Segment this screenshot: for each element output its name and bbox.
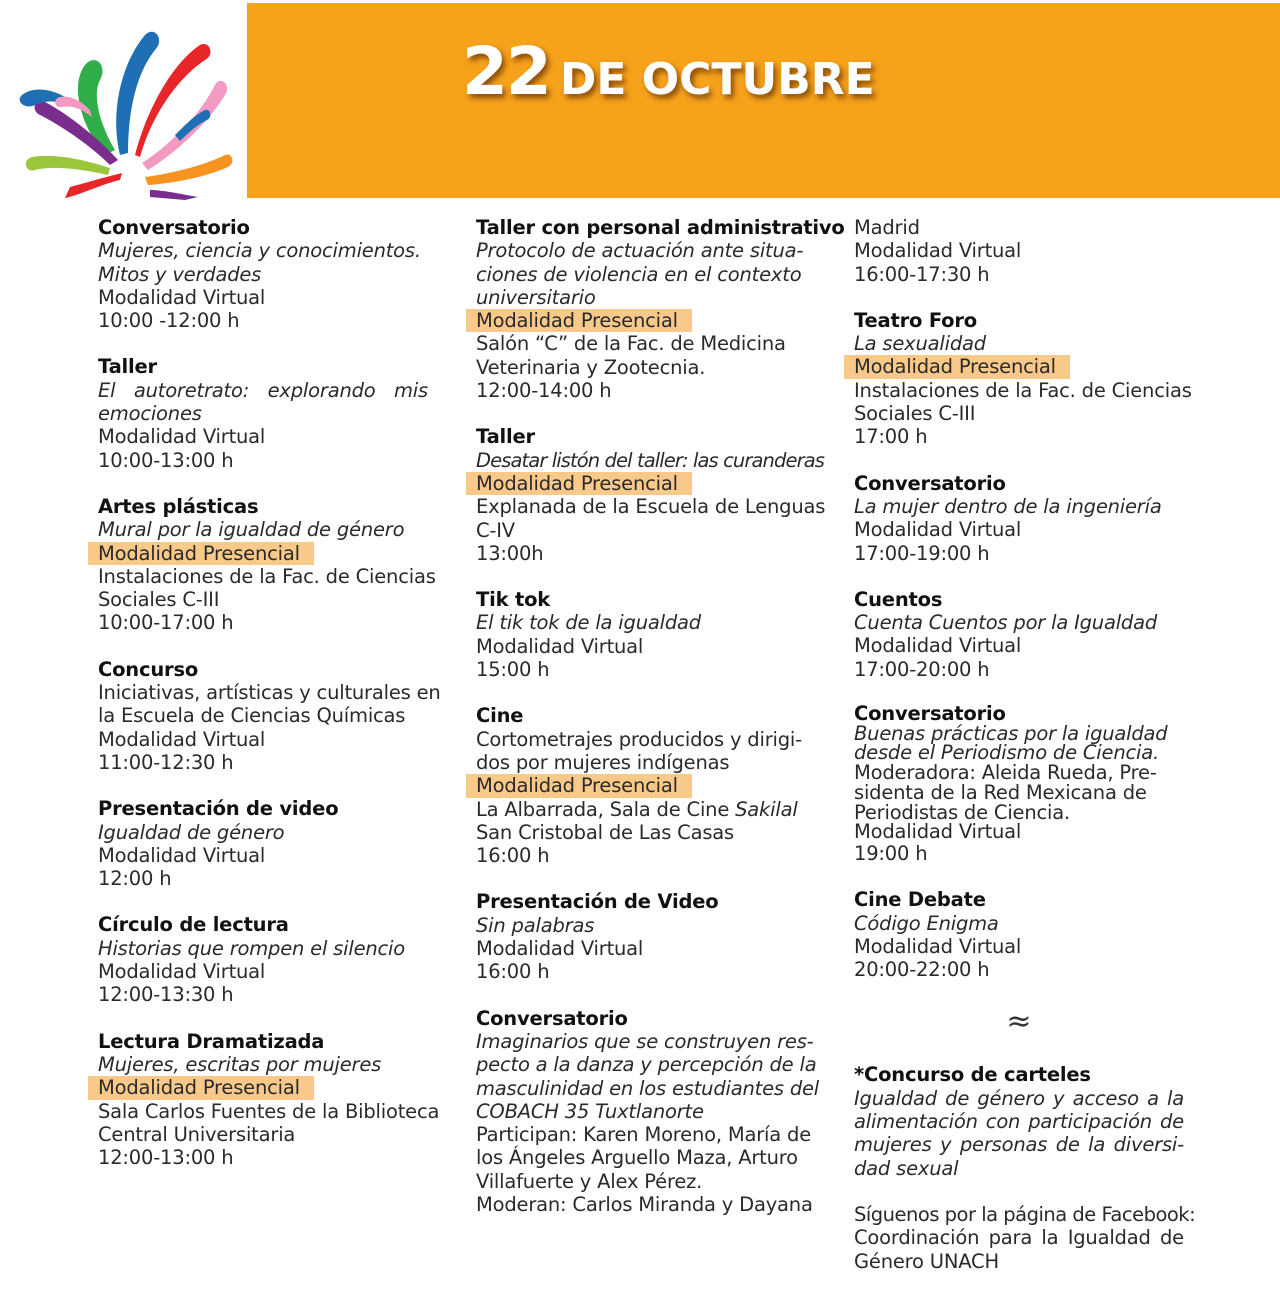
event-title: Cuentos xyxy=(854,587,943,611)
event-time: 17:00-19:00 h xyxy=(854,541,990,565)
event-subtitle: emociones xyxy=(98,402,202,426)
word: la xyxy=(1088,1133,1106,1157)
event-title: Lectura Dramatizada xyxy=(98,1029,325,1053)
word: mujeres xyxy=(854,1133,932,1157)
word: El xyxy=(98,378,116,402)
event-venue: Salón “C” de la Fac. de Medicina xyxy=(476,332,786,356)
event-subtitle: Protocolo de actuación ante situa- xyxy=(476,239,804,263)
header-banner xyxy=(247,3,1280,198)
word: de xyxy=(1159,1226,1184,1250)
event-time: 12:00 h xyxy=(98,867,172,891)
word: autoretrato: xyxy=(133,378,250,402)
event-subtitle: Desatar listón del taller: las curanderas xyxy=(476,448,824,472)
event-description: dos por mujeres indígenas xyxy=(476,750,730,774)
event-title: Conversatorio xyxy=(854,702,1006,726)
event-subtitle: Imaginarios que se construyen res- xyxy=(476,1029,814,1053)
event-item xyxy=(98,1029,440,1170)
event-title: Cine xyxy=(476,704,524,728)
event-item xyxy=(476,425,826,565)
event-item xyxy=(476,890,806,983)
event-venue: Veterinaria y Zootecnia. xyxy=(476,355,706,379)
event-subtitle: Sin palabras xyxy=(476,913,595,937)
word: a xyxy=(1147,1086,1159,1110)
word: la xyxy=(1167,1086,1184,1110)
event-mode-highlight: Modalidad Presencial xyxy=(466,472,692,495)
event-item xyxy=(854,472,1184,565)
event-time: 12:00-14:00 h xyxy=(476,379,612,403)
event-mode: Modalidad Virtual xyxy=(98,960,266,984)
title-day: 22 xyxy=(462,33,550,110)
venue-name-italic: Sakilal xyxy=(735,797,798,821)
event-mode-highlight: Modalidad Presencial xyxy=(466,309,692,332)
event-title: Teatro Foro xyxy=(854,308,977,332)
event-subtitle: Buenas prácticas por la igualdad xyxy=(854,721,1168,745)
event-description: Iniciativas, artísticas y culturales en xyxy=(98,681,441,705)
word: y xyxy=(940,1133,952,1157)
contest-line xyxy=(854,1087,1184,1110)
event-subtitle: Mitos y verdades xyxy=(98,262,262,286)
event-item xyxy=(476,1006,820,1217)
event-mode-highlight: Modalidad Presencial xyxy=(466,774,692,797)
event-time: 12:00-13:00 h xyxy=(98,1146,234,1170)
event-mode: Modalidad Virtual xyxy=(476,937,644,961)
event-mode-highlight: Modalidad Presencial xyxy=(88,542,314,565)
schedule-column-2 xyxy=(476,216,845,1239)
event-item xyxy=(98,494,436,635)
event-title: Círculo de lectura xyxy=(98,913,289,937)
event-item xyxy=(854,704,1184,865)
event-mode: Modalidad Virtual xyxy=(98,425,266,449)
event-subtitle: El tik tok de la igualdad xyxy=(476,611,701,635)
event-moderators: Moderan: Carlos Miranda y Dayana xyxy=(476,1192,813,1216)
event-item xyxy=(854,588,1184,681)
word: género xyxy=(977,1086,1045,1110)
event-title: Taller xyxy=(98,355,157,379)
event-time: 13:00h xyxy=(476,541,544,565)
event-title: Presentación de Video xyxy=(476,890,719,914)
word: personas xyxy=(959,1133,1048,1157)
event-title: Cine Debate xyxy=(854,888,986,912)
logo-drops xyxy=(20,32,233,200)
event-item xyxy=(476,588,806,681)
event-venue: Explanada de la Escuela de Lenguas xyxy=(476,495,826,519)
event-subtitle: pecto a la danza y percepción de la xyxy=(476,1053,817,1077)
follow-text xyxy=(854,1226,1184,1249)
event-mode: Modalidad Virtual xyxy=(854,820,1022,844)
event-item xyxy=(476,704,806,867)
event-subtitle: COBACH 35 Tuxtlanorte xyxy=(476,1099,704,1123)
event-mode: Modalidad Virtual xyxy=(98,843,266,867)
event-mode: Modalidad Virtual xyxy=(854,239,1022,263)
word: alimentación xyxy=(854,1110,978,1134)
event-venue: Sociales C-III xyxy=(98,588,220,612)
follow-text: Síguenos por la página de Facebook: xyxy=(854,1202,1196,1226)
event-title: Taller con personal administrativo xyxy=(476,216,845,239)
event-participants: Villafuerte y Alex Pérez. xyxy=(476,1169,703,1193)
event-item xyxy=(98,913,428,1006)
word: Igualdad xyxy=(854,1086,937,1110)
event-venue: C-IV xyxy=(476,518,515,542)
event-description: la Escuela de Ciencias Químicas xyxy=(98,704,406,728)
event-subtitle: universitario xyxy=(476,285,596,309)
event-time: 19:00 h xyxy=(854,841,928,865)
word: mis xyxy=(394,378,428,402)
event-mode: Modalidad Virtual xyxy=(98,727,266,751)
event-time: 10:00-13:00 h xyxy=(98,448,234,472)
title-month: DE OCTUBRE xyxy=(559,54,875,105)
event-participants: Participan: Karen Moreno, María de xyxy=(476,1123,812,1147)
event-time: 15:00 h xyxy=(476,658,550,682)
event-venue: Central Universitaria xyxy=(98,1122,296,1146)
event-subtitle: Mujeres, ciencia y conocimientos. xyxy=(98,239,421,263)
event-subtitle: Mural por la igualdad de género xyxy=(98,518,405,542)
event-item xyxy=(854,308,1192,449)
event-mode-highlight: Modalidad Presencial xyxy=(88,1076,314,1099)
schedule-column-3 xyxy=(854,216,1196,1296)
event-subtitle xyxy=(98,379,428,402)
event-title: Artes plásticas xyxy=(98,494,259,518)
event-title: Conversatorio xyxy=(854,471,1006,495)
word: Igualdad xyxy=(1067,1226,1151,1250)
schedule-column-1 xyxy=(98,216,441,1192)
event-title: Presentación de video xyxy=(98,797,339,821)
event-title: Conversatorio xyxy=(476,1006,628,1030)
event-title: Concurso xyxy=(98,657,199,681)
event-mode: Modalidad Virtual xyxy=(854,934,1022,958)
event-moderator: Moderadora: Aleida Rueda, Pre- xyxy=(854,761,1157,785)
event-subtitle: desde el Periodismo de Ciencia. xyxy=(854,741,1159,765)
event-venue xyxy=(476,798,806,821)
event-item xyxy=(476,216,845,403)
event-subtitle: Cuenta Cuentos por la Igualdad xyxy=(854,611,1158,635)
event-moderator: sidenta de la Red Mexicana de xyxy=(854,780,1147,804)
event-mode: Modalidad Virtual xyxy=(476,634,644,658)
event-time: 11:00-12:30 h xyxy=(98,750,234,774)
word: participación xyxy=(1028,1110,1152,1134)
event-title: Taller xyxy=(476,425,535,449)
word: explorando xyxy=(267,378,376,402)
event-title: Conversatorio xyxy=(98,216,250,239)
event-time: 17:00-20:00 h xyxy=(854,657,990,681)
word: acceso xyxy=(1072,1086,1139,1110)
word: de xyxy=(1055,1133,1080,1157)
event-subtitle: masculinidad en los estudiantes del xyxy=(476,1076,820,1100)
event-description: Cortometrajes producidos y dirigi- xyxy=(476,727,802,751)
event-subtitle: Código Enigma xyxy=(854,911,999,935)
event-subtitle: Igualdad de género xyxy=(98,820,285,844)
event-time: 10:00 -12:00 h xyxy=(98,309,240,333)
event-item xyxy=(98,797,428,890)
contest-line xyxy=(854,1133,1184,1156)
event-venue: Instalaciones de la Fac. de Ciencias xyxy=(854,378,1192,402)
event-title: Tik tok xyxy=(476,588,551,612)
event-subtitle: La sexualidad xyxy=(854,332,986,356)
event-mode: Modalidad Virtual xyxy=(854,518,1022,542)
word: diversi- xyxy=(1113,1133,1184,1157)
event-item xyxy=(98,657,441,774)
event-item xyxy=(98,355,428,471)
event-mode: Modalidad Virtual xyxy=(854,634,1022,658)
event-time: 16:00 h xyxy=(476,844,550,868)
word: Coordinación xyxy=(854,1226,980,1250)
event-subtitle: ciones de violencia en el contexto xyxy=(476,262,802,286)
event-continued: Madrid xyxy=(854,216,920,239)
event-mode-highlight: Modalidad Presencial xyxy=(844,355,1070,378)
contest-line xyxy=(854,1110,1184,1133)
page-title xyxy=(462,33,875,110)
word: con xyxy=(985,1110,1021,1134)
follow-text: Género UNACH xyxy=(854,1249,999,1273)
event-item xyxy=(854,216,1184,286)
event-subtitle: Historias que rompen el silencio xyxy=(98,936,405,960)
contest-line: dad sexual xyxy=(854,1156,959,1180)
event-time: 17:00 h xyxy=(854,425,928,449)
event-subtitle: La mujer dentro de la ingeniería xyxy=(854,494,1162,518)
event-item xyxy=(854,888,1184,981)
word: la xyxy=(1041,1226,1059,1250)
word: para xyxy=(988,1226,1033,1250)
event-venue: San Cristobal de Las Casas xyxy=(476,820,734,844)
event-time: 20:00-22:00 h xyxy=(854,958,990,982)
event-venue: Sala Carlos Fuentes de la Biblioteca xyxy=(98,1099,440,1123)
event-item xyxy=(98,216,428,332)
event-venue: Instalaciones de la Fac. de Ciencias xyxy=(98,564,436,588)
contest-block xyxy=(854,1063,1184,1179)
event-time: 16:00-17:30 h xyxy=(854,262,990,286)
contest-title: *Concurso de carteles xyxy=(854,1063,1091,1087)
event-mode: Modalidad Virtual xyxy=(98,285,266,309)
word: de xyxy=(945,1086,970,1110)
follow-block xyxy=(854,1202,1196,1273)
word: de xyxy=(1159,1110,1184,1134)
venue-text: La Albarrada, Sala de Cine xyxy=(476,797,736,821)
event-participants: los Ángeles Arguello Maza, Arturo xyxy=(476,1146,798,1170)
event-venue: Sociales C-III xyxy=(854,402,976,426)
event-subtitle: Mujeres, escritas por mujeres xyxy=(98,1052,382,1076)
event-moderator: Periodistas de Ciencia. xyxy=(854,800,1070,824)
word: y xyxy=(1053,1086,1065,1110)
event-time: 12:00-13:30 h xyxy=(98,983,234,1007)
separator-ornament: ≈ xyxy=(1006,1004,1032,1040)
event-time: 10:00-17:00 h xyxy=(98,611,234,635)
event-time: 16:00 h xyxy=(476,960,550,984)
splash-logo xyxy=(10,5,240,200)
